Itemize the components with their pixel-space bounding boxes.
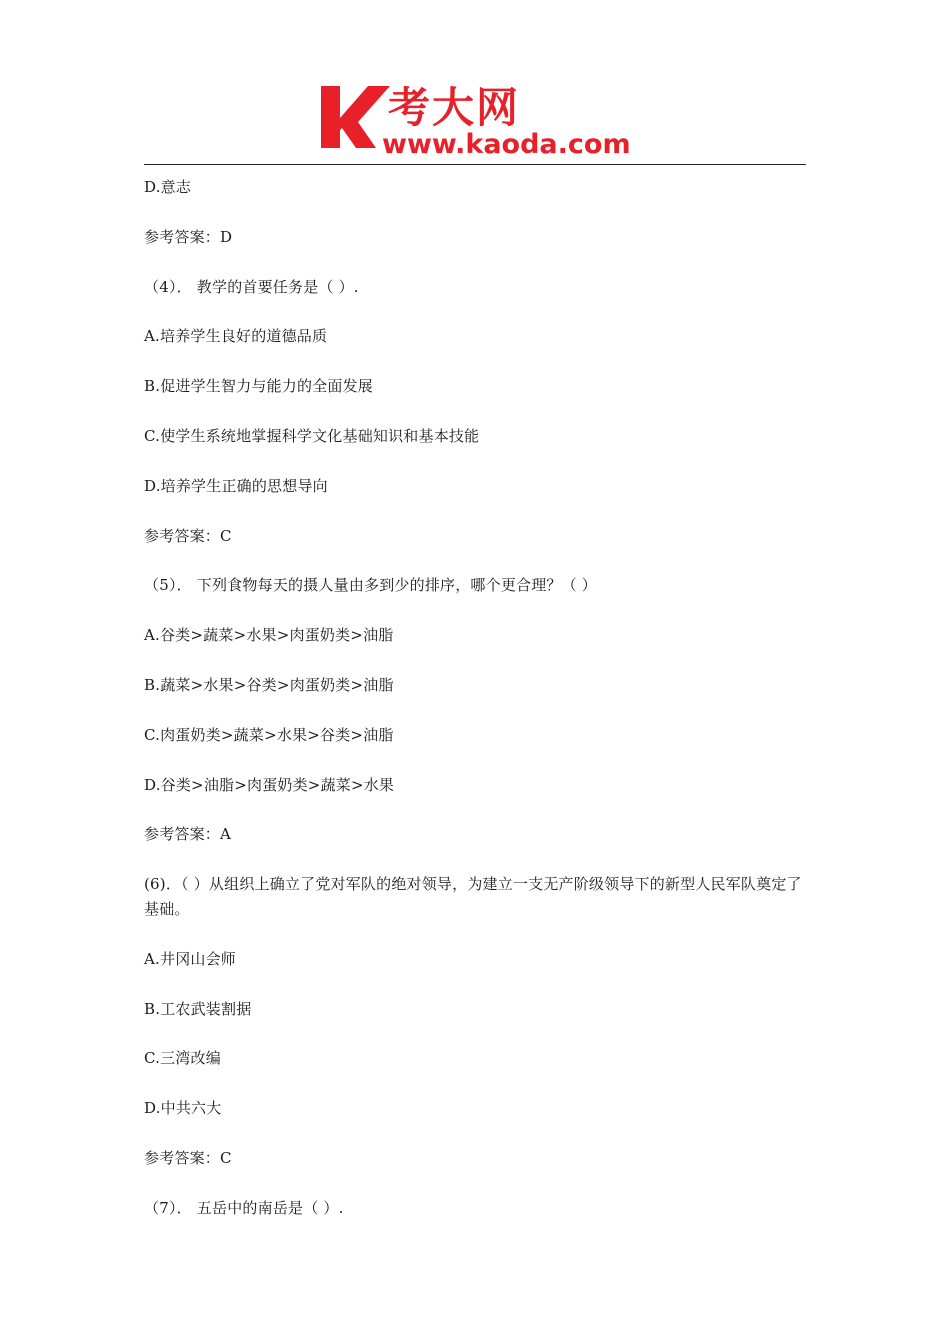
option-a-q5: A.谷类>蔬菜>水果>肉蛋奶类>油脂 xyxy=(144,626,394,644)
question-4: （4）． 教学的首要任务是（ ）. xyxy=(144,278,359,296)
option-c-q6: C.三湾改编 xyxy=(144,1049,221,1067)
answer-q6: 参考答案：C xyxy=(144,1149,232,1167)
option-a-q6: A.井冈山会师 xyxy=(144,950,237,968)
logo-cn-text: 考大网 xyxy=(388,83,521,132)
option-b-q4: B.促进学生智力与能力的全面发展 xyxy=(144,377,373,395)
answer-q3: 参考答案：D xyxy=(144,228,233,246)
answer-q5: 参考答案：A xyxy=(144,825,232,843)
kaoda-logo xyxy=(318,78,638,162)
option-d-q3: D.意志 xyxy=(144,178,192,196)
option-b-q6: B.工农武装割据 xyxy=(144,1000,252,1018)
question-6: (6)．（ ）从组织上确立了党对军队的绝对领导，为建立一支无产阶级领导下的新型人民军队奠定了基础。 xyxy=(144,875,802,918)
option-d-q4: D.培养学生正确的思想导向 xyxy=(144,477,328,495)
option-b-q5: B.蔬菜>水果>谷类>肉蛋奶类>油脂 xyxy=(144,676,394,694)
answer-q4: 参考答案：C xyxy=(144,527,232,545)
option-c-q5: C.肉蛋奶类>蔬菜>水果>谷类>油脂 xyxy=(144,726,394,744)
option-d-q6: D.中共六大 xyxy=(144,1099,222,1117)
option-c-q4: C.使学生系统地掌握科学文化基础知识和基本技能 xyxy=(144,427,480,445)
question-5: （5）． 下列食物每天的摄人量由多到少的排序，哪个更合理？（ ） xyxy=(144,576,597,594)
question-7: （7）． 五岳中的南岳是（ ）. xyxy=(144,1199,344,1217)
option-d-q5: D.谷类>油脂>肉蛋奶类>蔬菜>水果 xyxy=(144,776,395,794)
option-a-q4: A.培养学生良好的道德品质 xyxy=(144,327,328,345)
logo-url-text: www.kaoda.com xyxy=(382,129,631,160)
header-rule xyxy=(144,164,806,165)
